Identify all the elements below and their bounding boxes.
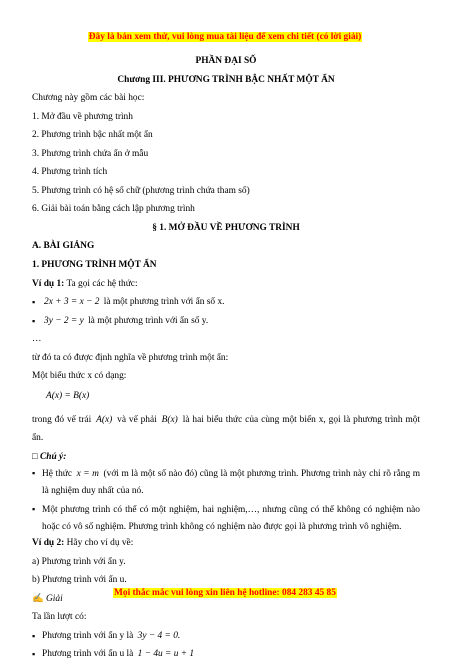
note-label: Chú ý: [40, 451, 67, 462]
bullet-icon: ▪ [32, 315, 36, 326]
bullet-icon: ▪ [32, 504, 36, 515]
equation: 2x + 3 = x − 2 [44, 297, 100, 308]
equation: 1 − 4u = u + 1 [137, 649, 195, 660]
solution-item [32, 649, 420, 661]
expression-line: Một biểu thức x có dạng: [32, 371, 127, 382]
example-1 [32, 279, 420, 291]
intro-text: Chương này gồm các bài học: [32, 93, 145, 104]
heading-1: 1. PHƯƠNG TRÌNH MỘT ẨN [32, 260, 157, 271]
lesson-item: 2. Phương trình bậc nhất một ẩn [32, 130, 153, 141]
note-item-text: Một phương trình có thể có một nghiệm, hai nghiệm,…, nhưng cũng có thể không có nghiệm nào hoặc có vô số nghiệm. Phương trình không có nghiệm nào được gọi là phương trình vô nghiệm. [42, 505, 420, 532]
equation: x = m [76, 469, 99, 480]
bullet-icon: ▪ [32, 649, 36, 660]
hotline-banner-text: Mọi thắc mắc vui lòng xin liên hệ hotline: 084 283 45 85 [114, 588, 336, 598]
chapter-title: Chương III. PHƯƠNG TRÌNH BẬC NHẤT MỘT ẨN [117, 74, 335, 85]
solution-item-text: Phương trình với ẩn u là [42, 649, 134, 660]
equation: A(x) [96, 414, 113, 425]
heading-a: A. BÀI GIẢNG [32, 241, 95, 252]
definition-part: trong đó vế trái [32, 414, 92, 425]
example-1-text: Ta gọi các hệ thức: [64, 278, 138, 289]
example-2-label: Ví dụ 2: [32, 538, 65, 549]
solution-intro: Ta lần lượt có: [32, 612, 87, 623]
example-2 [32, 538, 420, 550]
note-heading [32, 452, 420, 464]
preview-banner-text: Đây là bản xem thử, vui lòng mua tài liệu để xem chi tiết (có lời giải) [88, 32, 362, 42]
equation: 3y − 2 = y [44, 315, 84, 326]
pencil-icon: ✍ [32, 593, 44, 604]
note-item-pre: Hệ thức [42, 469, 73, 480]
note-item-text: (với m là một số nào đó) cũng là một phương trình. Phương trình này chỉ rõ rằng m là nghiệm duy nhất của nó. [42, 469, 421, 496]
hotline-banner [0, 588, 450, 600]
example-1-item [32, 316, 420, 328]
equation: B(x) [161, 414, 178, 425]
example-1-item [32, 297, 420, 309]
note-item [32, 502, 420, 535]
solution-label: Giải [46, 593, 63, 604]
formula-text: A(x) = B(x) [46, 391, 90, 402]
lesson-item: 6. Giải bài toán bằng cách lập phương trình [32, 204, 195, 215]
preview-banner [0, 32, 450, 44]
bullet-icon: ▪ [32, 468, 36, 479]
example-1-item-text: là một phương trình với ẩn số x. [103, 297, 225, 308]
definition-part: và vế phải [117, 414, 157, 425]
bullet-icon: ▪ [32, 297, 36, 308]
note-item [32, 466, 420, 499]
definition-line: từ đó ta có được định nghĩa về phương trình một ẩn: [32, 352, 229, 363]
ellipsis: … [32, 334, 42, 345]
example-2-item: b) Phương trình với ẩn u. [32, 575, 127, 586]
definition-part: là hai biểu thức của cùng một biến x, gọi là phương trình một ẩn. [32, 414, 421, 443]
equation: 3y − 4 = 0. [137, 630, 181, 641]
formula [32, 391, 420, 403]
example-2-text: Hãy cho ví dụ về: [64, 538, 134, 549]
note-icon: □ [32, 451, 38, 462]
definition-text [32, 412, 420, 448]
section-title: § 1. MỞ ĐẦU VỀ PHƯƠNG TRÌNH [152, 222, 300, 233]
bullet-icon: ▪ [32, 630, 36, 641]
example-2-item: a) Phương trình với ẩn y. [32, 556, 126, 567]
document-content [32, 56, 420, 661]
example-1-label: Ví dụ 1: [32, 278, 65, 289]
lesson-item: 4. Phương trình tích [32, 167, 108, 178]
lesson-item: 1. Mở đầu về phương trình [32, 111, 133, 122]
example-1-item-text: là một phương trình với ẩn số y. [88, 315, 209, 326]
lesson-item: 3. Phương trình chứa ẩn ở mẫu [32, 148, 149, 159]
part-title: PHẦN ĐẠI SỐ [195, 56, 257, 66]
solution-item-text: Phương trình với ẩn y là [42, 630, 134, 641]
lesson-item: 5. Phương trình có hệ số chữ (phương trình chứa tham số) [32, 185, 250, 196]
